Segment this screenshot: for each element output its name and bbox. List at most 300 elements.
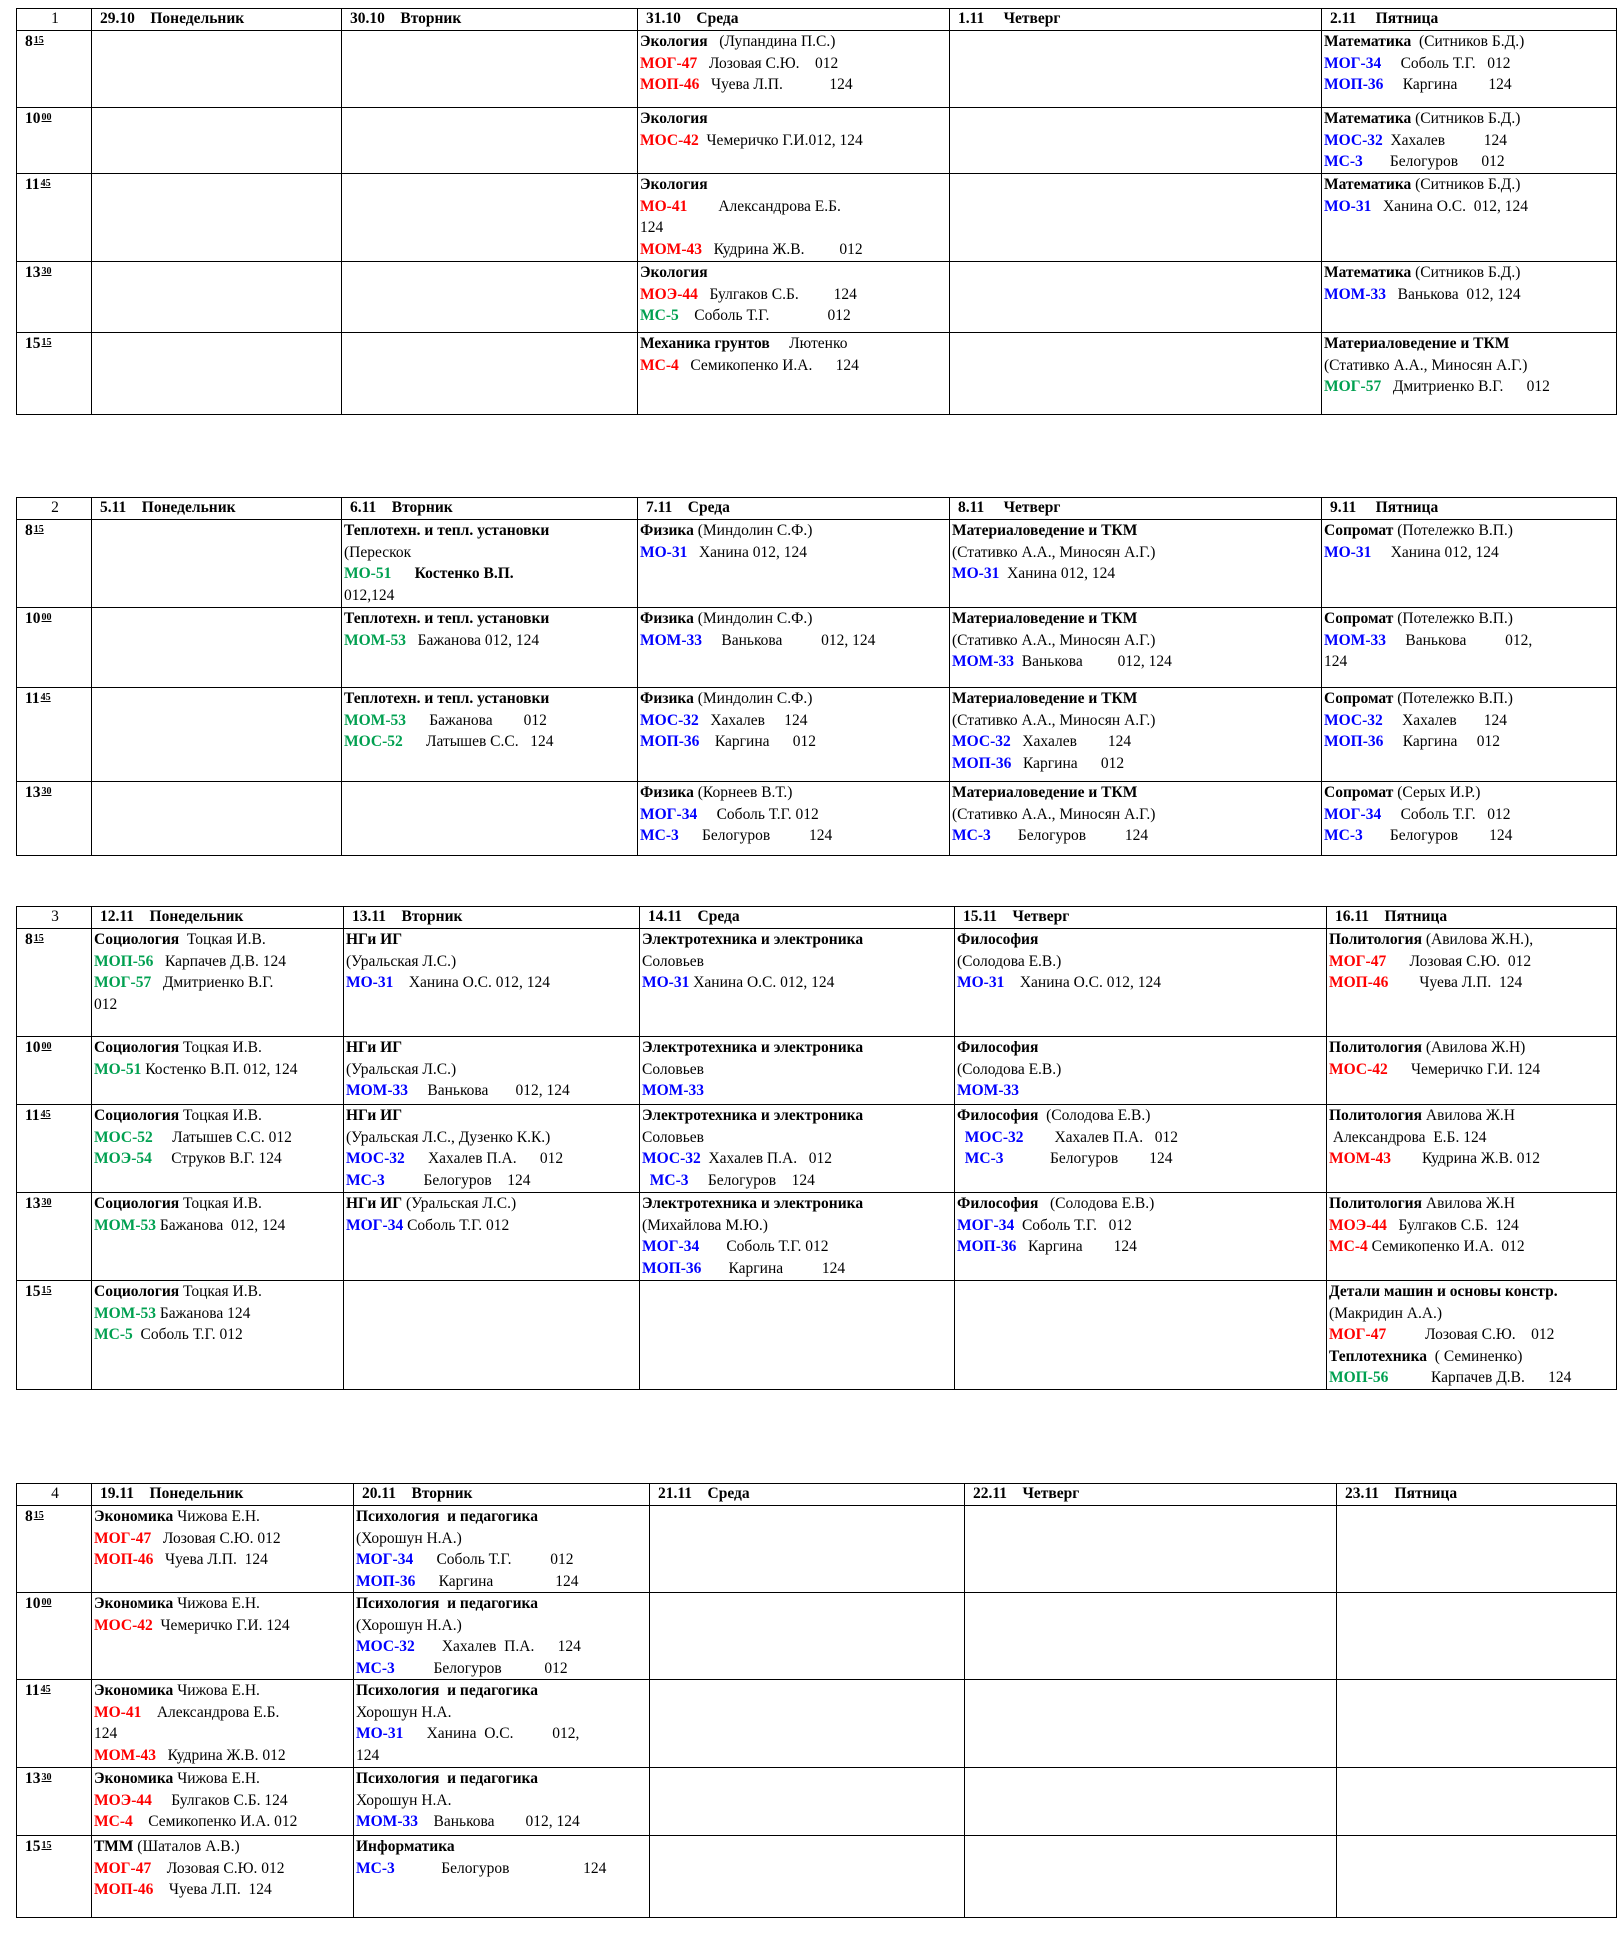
group-code: МОГ-34 — [346, 1216, 404, 1234]
subject-name: Электротехника и электроника — [642, 1195, 864, 1212]
lesson-line — [1329, 972, 1616, 994]
lesson-text: (Стативко А.А., Миносян А.Г.) — [952, 711, 1156, 729]
lesson-line — [346, 1170, 639, 1192]
lesson-line — [640, 74, 949, 96]
subject-name: НГи ИГ — [346, 1107, 403, 1124]
time-minutes: 30 — [41, 1197, 52, 1208]
lesson-text: Белогуров 124 — [384, 1171, 531, 1189]
group-code: МОП-36 — [640, 733, 700, 750]
week-header-row — [17, 1484, 1617, 1506]
group-code: МОМ-33 — [642, 1082, 704, 1099]
lesson-text: (Миндолин С.Ф.) — [693, 522, 813, 539]
lesson-text: Хахалев П.А. 012 — [1023, 1128, 1178, 1146]
lesson-cell — [92, 688, 342, 782]
lesson-line — [957, 972, 1326, 994]
time-slot-row — [17, 1281, 1617, 1390]
group-code: МОП-46 — [640, 76, 700, 93]
time-hour: 11 — [25, 690, 40, 707]
week-number: 1 — [17, 9, 92, 31]
lesson-line — [957, 1193, 1326, 1215]
lesson-text: Ханина О.С. 012, 124 — [393, 974, 550, 991]
lesson-cell — [342, 262, 638, 333]
group-code: МОГ-34 — [1324, 805, 1382, 823]
lesson-text: (Хорошун Н.А.) — [356, 1529, 462, 1547]
subject-name: Философия — [957, 1039, 1039, 1056]
subject-name: Философия — [957, 931, 1039, 948]
lesson-text: Чижова Е.Н. — [173, 1595, 260, 1612]
lesson-cell — [950, 333, 1322, 415]
lesson-line — [642, 929, 954, 951]
lesson-line — [642, 1193, 954, 1215]
lesson-cell — [950, 31, 1322, 108]
lesson-line — [952, 563, 1321, 585]
schedule-week-1 — [16, 8, 1617, 415]
lesson-line — [1324, 74, 1616, 96]
week-number: 2 — [17, 498, 92, 520]
lesson-line — [94, 1858, 353, 1880]
subject-name: ТММ — [94, 1838, 134, 1855]
lesson-line — [94, 1593, 353, 1615]
subject-name: Теплотехн. и тепл. установки — [344, 690, 550, 707]
lesson-cell — [92, 1037, 344, 1105]
lesson-line — [640, 284, 949, 306]
subject-name: Детали машин и основы констр. — [1329, 1283, 1558, 1300]
lesson-text: (Стативко А.А., Миносян А.Г.) — [1324, 356, 1528, 374]
time-slot-row — [17, 1037, 1617, 1105]
time-minutes: 45 — [40, 692, 51, 703]
lesson-line — [1324, 731, 1616, 753]
subject-name: Теплотехн. и тепл. установки — [344, 610, 550, 627]
time-slot — [17, 520, 92, 608]
group-code: МОМ-33 — [640, 631, 702, 649]
group-code: МОС-42 — [640, 131, 699, 149]
lesson-cell — [92, 262, 342, 333]
lesson-text: Чемеричко Г.И.012, 124 — [698, 131, 863, 149]
lesson-line — [356, 1836, 649, 1858]
time-slot-row — [17, 782, 1617, 856]
lesson-text: Лозовая С.Ю. 012 — [1386, 1326, 1555, 1343]
group-code: МОС-32 — [1324, 711, 1383, 729]
lesson-text: Хахалев П.А. 012 — [404, 1150, 564, 1167]
lesson-line — [1324, 651, 1616, 673]
lesson-line — [640, 130, 949, 152]
lesson-line — [640, 217, 949, 239]
time-slot — [17, 608, 92, 688]
lesson-text: Каргина 012 — [1011, 754, 1125, 772]
lesson-cell — [950, 174, 1322, 262]
lesson-cell — [92, 1836, 354, 1918]
lesson-line — [346, 1037, 639, 1059]
lesson-line — [642, 1215, 954, 1237]
lesson-cell — [650, 1768, 965, 1836]
lesson-text: Бажанова 124 — [155, 1304, 251, 1322]
lesson-line — [1324, 376, 1616, 398]
lesson-cell — [342, 333, 638, 415]
lesson-text: Лозовая С.Ю. 012 — [697, 54, 839, 72]
lesson-text: (Шаталов А.В.) — [133, 1838, 240, 1855]
lesson-cell — [638, 333, 950, 415]
lesson-text: Белогуров 124 — [688, 1171, 815, 1189]
group-code: МОС-52 — [344, 733, 403, 750]
lesson-text: (Михайлова М.Ю.) — [642, 1216, 768, 1234]
time-hour: 15 — [25, 335, 41, 352]
lesson-text: Соболь Т.Г. 012 — [413, 1551, 574, 1568]
subject-name: Физика — [640, 690, 694, 707]
lesson-line — [1324, 262, 1616, 284]
lesson-line — [1329, 1367, 1616, 1389]
subject-name: Психология и педагогика — [356, 1682, 538, 1699]
lesson-line — [94, 1702, 353, 1724]
group-code: МОП-36 — [1324, 76, 1384, 93]
group-code: МС-3 — [356, 1859, 395, 1877]
group-code: МО-31 — [952, 565, 1000, 582]
lesson-line — [356, 1745, 649, 1767]
lesson-text: Чижова Е.Н. — [173, 1508, 260, 1525]
lesson-line — [356, 1790, 649, 1812]
lesson-text: Булгаков С.Б. 124 — [151, 1791, 288, 1809]
day-header: 16.11 Пятница — [1327, 907, 1617, 929]
time-hour: 10 — [25, 1039, 41, 1056]
subject-name: Сопромат — [1324, 784, 1394, 801]
lesson-cell — [638, 108, 950, 174]
lesson-line — [94, 1037, 343, 1059]
lesson-line — [356, 1723, 649, 1745]
lesson-line — [344, 630, 637, 652]
time-slot-row — [17, 333, 1617, 415]
lesson-line — [94, 951, 343, 973]
group-code: МС-3 — [1324, 827, 1363, 844]
lesson-line — [640, 782, 949, 804]
lesson-line — [952, 688, 1321, 710]
lesson-cell — [640, 929, 955, 1037]
lesson-line — [952, 731, 1321, 753]
lesson-cell — [1327, 929, 1617, 1037]
group-code: МОМ-53 — [94, 1304, 156, 1322]
lesson-text: Ванькова 012, 124 — [1013, 653, 1172, 670]
lesson-cell — [1327, 1193, 1617, 1281]
group-code: МОГ-47 — [1329, 952, 1387, 970]
lesson-line — [642, 1148, 954, 1170]
lesson-text: Лютенко — [769, 335, 848, 352]
lesson-line — [356, 1768, 649, 1790]
lesson-text: (Ситников Б.Д.) — [1411, 176, 1521, 193]
time-hour: 11 — [25, 176, 40, 193]
day-header: 8.11 Четверг — [950, 498, 1322, 520]
lesson-line — [1324, 710, 1616, 732]
subject-name: Материаловедение и ТКМ — [952, 784, 1138, 801]
lesson-text: Чижова Е.Н. — [173, 1682, 260, 1699]
lesson-cell — [342, 174, 638, 262]
lesson-cell — [344, 1281, 640, 1390]
subject-name: Экология — [640, 110, 708, 127]
lesson-line — [94, 1790, 353, 1812]
subject-name: Математика — [1324, 176, 1412, 193]
lesson-text: (Уральская Л.С.) — [346, 952, 457, 970]
group-code: МОМ-33 — [356, 1813, 418, 1830]
group-code: МОП-46 — [1329, 974, 1389, 991]
lesson-text: (Хорошун Н.А.) — [356, 1616, 462, 1634]
lesson-line — [1324, 31, 1616, 53]
subject-name: Социология — [94, 931, 180, 948]
time-hour: 10 — [25, 1595, 41, 1612]
lesson-line — [1324, 284, 1616, 306]
lesson-text: (Ситников Б.Д.) — [1411, 264, 1521, 281]
group-code: МОС-42 — [94, 1616, 153, 1634]
lesson-cell — [965, 1680, 1337, 1768]
lesson-line — [957, 1236, 1326, 1258]
group-code: МОП-56 — [94, 952, 154, 970]
lesson-line — [640, 688, 949, 710]
group-code: МО-41 — [640, 197, 688, 215]
lesson-line — [640, 825, 949, 847]
lesson-line — [1324, 782, 1616, 804]
lesson-line — [1324, 53, 1616, 75]
lesson-text: (Миндолин С.Ф.) — [693, 690, 813, 707]
lesson-text — [642, 1172, 650, 1189]
lesson-line — [344, 585, 637, 607]
time-hour: 15 — [25, 1838, 41, 1855]
time-minutes: 45 — [40, 1684, 51, 1695]
lesson-text: Лозовая С.Ю. 012 — [1386, 952, 1532, 970]
lesson-text: Чижова Е.Н. — [173, 1770, 260, 1787]
time-slot-row — [17, 1768, 1617, 1836]
time-slot — [17, 1506, 92, 1593]
lesson-line — [94, 1281, 343, 1303]
lesson-line — [640, 731, 949, 753]
lesson-line — [642, 1037, 954, 1059]
lesson-line — [642, 1170, 954, 1192]
subject-name: Экономика — [94, 1595, 174, 1612]
lesson-line — [957, 951, 1326, 973]
lesson-line — [640, 608, 949, 630]
day-header: 20.11 Вторник — [354, 1484, 650, 1506]
lesson-cell — [92, 1506, 354, 1593]
lesson-text: (Серых И.Р.) — [1393, 784, 1481, 801]
lesson-text: Хахалев 124 — [1010, 733, 1132, 750]
lesson-line — [1324, 130, 1616, 152]
time-hour: 8 — [25, 522, 33, 539]
lesson-text: 012 — [94, 995, 118, 1013]
lesson-text: Костенко В.П. 012, 124 — [141, 1060, 298, 1078]
lesson-cell — [955, 929, 1327, 1037]
lesson-text: Бажанова 012, 124 — [155, 1216, 286, 1234]
day-header: 6.11 Вторник — [342, 498, 638, 520]
subject-name: Социология — [94, 1039, 180, 1056]
lesson-cell — [1327, 1281, 1617, 1390]
lesson-text: Белогуров 124 — [1362, 827, 1513, 844]
lesson-line — [94, 994, 343, 1016]
group-code: МС-4 — [94, 1813, 133, 1830]
lesson-text: Тоцкая И.В. — [179, 1195, 262, 1212]
lesson-line — [640, 31, 949, 53]
time-minutes: 15 — [33, 1510, 44, 1521]
time-hour: 13 — [25, 264, 41, 281]
lesson-text: (Авилова Ж.Н.), — [1422, 931, 1534, 948]
lesson-cell — [1322, 608, 1617, 688]
subject-name: Экономика — [94, 1682, 174, 1699]
lesson-text: Чемеричко Г.И. 124 — [152, 1616, 290, 1634]
lesson-line — [642, 1127, 954, 1149]
subject-name: Теплотехн. и тепл. установки — [344, 522, 550, 539]
lesson-text: Хорошун Н.А. — [356, 1703, 452, 1721]
time-minutes: 15 — [41, 337, 52, 348]
lesson-text: 012,124 — [344, 586, 395, 604]
lesson-line — [356, 1811, 649, 1833]
group-code: МС-3 — [649, 1171, 689, 1189]
subject-name: Экология — [640, 264, 708, 281]
lesson-text: Белогуров 124 — [678, 827, 833, 844]
subject-name: Политология — [1329, 1195, 1422, 1212]
day-header: 22.11 Четверг — [965, 1484, 1337, 1506]
time-slot — [17, 782, 92, 856]
lesson-text: Ванькова 012, 124 — [1385, 285, 1521, 303]
week-number: 3 — [17, 907, 92, 929]
time-hour: 15 — [25, 1283, 41, 1300]
lesson-text: Хахалев П.А. 012 — [700, 1150, 832, 1167]
group-code: МОГ-34 — [640, 805, 698, 823]
lesson-cell — [92, 1768, 354, 1836]
lesson-text: Бажанова 012 — [405, 711, 547, 729]
lesson-cell — [950, 782, 1322, 856]
lesson-line — [356, 1658, 649, 1680]
lesson-cell — [1322, 333, 1617, 415]
lesson-line — [346, 1215, 639, 1237]
subject-name: Электротехника и электроника — [642, 1107, 864, 1124]
lesson-text: Дмитриенко В.Г. 012 — [1381, 378, 1550, 395]
lesson-line — [1329, 1193, 1616, 1215]
lesson-text: Струков В.Г. 124 — [151, 1150, 282, 1167]
subject-name: Физика — [640, 522, 694, 539]
lesson-text: (Ситников Б.Д.) — [1411, 33, 1525, 50]
lesson-line — [94, 1193, 343, 1215]
subject-name: Сопромат — [1324, 522, 1394, 539]
day-header: 29.10 Понедельник — [92, 9, 342, 31]
lesson-cell — [638, 174, 950, 262]
time-slot — [17, 31, 92, 108]
lesson-text — [957, 1129, 965, 1146]
lesson-line — [1329, 1127, 1616, 1149]
group-code: МОГ-34 — [356, 1551, 414, 1568]
subject-name: Физика — [640, 784, 694, 801]
group-code: МОП-46 — [94, 1881, 154, 1898]
lesson-text: Хахалев П.А. 124 — [414, 1638, 581, 1655]
time-slot — [17, 1281, 92, 1390]
group-code: МС-3 — [640, 827, 679, 844]
lesson-text: (Солодова Е.В.) — [957, 1060, 1062, 1078]
group-code: МОГ-47 — [1329, 1326, 1387, 1343]
lesson-text: Чуева Л.П. 124 — [1388, 974, 1523, 991]
lesson-line — [1329, 1236, 1616, 1258]
lesson-line — [957, 1080, 1326, 1102]
lesson-cell — [1337, 1768, 1617, 1836]
time-slot-row — [17, 1506, 1617, 1593]
subject-name: Экология — [640, 33, 708, 50]
lesson-line — [94, 929, 343, 951]
group-code: МС-3 — [346, 1171, 385, 1189]
lesson-cell — [92, 1193, 344, 1281]
lesson-line — [1324, 630, 1616, 652]
subject-name: Психология и педагогика — [356, 1508, 538, 1525]
time-slot-row — [17, 31, 1617, 108]
lesson-line — [957, 1105, 1326, 1127]
group-code: МОС-32 — [964, 1128, 1024, 1146]
group-code: МО-31 — [346, 974, 394, 991]
lesson-text: (Авилова Ж.Н) — [1422, 1039, 1526, 1056]
lesson-text: (Уральская Л.С., Дузенко К.К.) — [346, 1128, 551, 1146]
time-minutes: 45 — [40, 1109, 51, 1120]
lesson-cell — [638, 608, 950, 688]
lesson-text: Хорошун Н.А. — [356, 1791, 452, 1809]
lesson-line — [1324, 542, 1616, 564]
lesson-text: Ханина О.С. 012, 124 — [689, 974, 835, 991]
lesson-line — [1324, 825, 1616, 847]
lesson-text: (Стативко А.А., Миносян А.Г.) — [952, 543, 1156, 561]
time-slot-row — [17, 1193, 1617, 1281]
lesson-text: Ванькова 012, 124 — [701, 631, 876, 649]
time-minutes: 15 — [41, 1840, 52, 1851]
lesson-cell — [92, 608, 342, 688]
lesson-cell — [92, 782, 342, 856]
subject-name: Экономика — [94, 1508, 174, 1525]
group-code: МО-31 — [642, 974, 690, 991]
time-slot-row — [17, 108, 1617, 174]
group-code: МО-51 — [94, 1060, 142, 1078]
lesson-cell — [92, 108, 342, 174]
lesson-cell — [638, 31, 950, 108]
subject-name: Философия — [957, 1107, 1039, 1124]
lesson-line — [640, 542, 949, 564]
lesson-text: Соболь Т.Г. 012 — [678, 307, 851, 324]
lesson-cell — [92, 929, 344, 1037]
lesson-text: Соболь Т.Г. 012 — [1014, 1216, 1132, 1234]
subject-name: Философия — [957, 1195, 1039, 1212]
time-slot-row — [17, 262, 1617, 333]
group-code: МОП-36 — [1324, 733, 1384, 750]
time-slot — [17, 333, 92, 415]
lesson-line — [642, 951, 954, 973]
lesson-text: (Макридин А.А.) — [1329, 1304, 1443, 1322]
lesson-line — [640, 239, 949, 261]
group-code: МС-5 — [640, 307, 679, 324]
lesson-line — [642, 1236, 954, 1258]
schedule-week-2 — [16, 497, 1617, 856]
lesson-cell — [950, 688, 1322, 782]
lesson-line — [1324, 108, 1616, 130]
lesson-line — [346, 1080, 639, 1102]
lesson-line — [94, 1768, 353, 1790]
group-code: МОС-32 — [640, 711, 699, 729]
time-minutes: 15 — [33, 35, 44, 46]
lesson-line — [957, 1059, 1326, 1081]
day-header: 30.10 Вторник — [342, 9, 638, 31]
lesson-cell — [92, 174, 342, 262]
lesson-text: Карпачев Д.В. 124 — [153, 952, 287, 970]
lesson-text: Ванькова 012, 124 — [417, 1813, 580, 1830]
lesson-line — [94, 1059, 343, 1081]
lesson-line — [640, 53, 949, 75]
subject-name: Социология — [94, 1195, 180, 1212]
lesson-cell — [955, 1281, 1327, 1390]
lesson-cell — [955, 1037, 1327, 1105]
group-code: МС-4 — [1329, 1238, 1368, 1255]
time-minutes: 00 — [41, 612, 52, 623]
lesson-line — [344, 608, 637, 630]
lesson-text: Александрова Е.Б. — [687, 197, 841, 215]
lesson-line — [952, 782, 1321, 804]
group-code: МОС-32 — [642, 1150, 701, 1167]
lesson-text: Ванькова 012, 124 — [407, 1082, 570, 1099]
lesson-text: Булгаков С.Б. 124 — [1386, 1216, 1519, 1234]
